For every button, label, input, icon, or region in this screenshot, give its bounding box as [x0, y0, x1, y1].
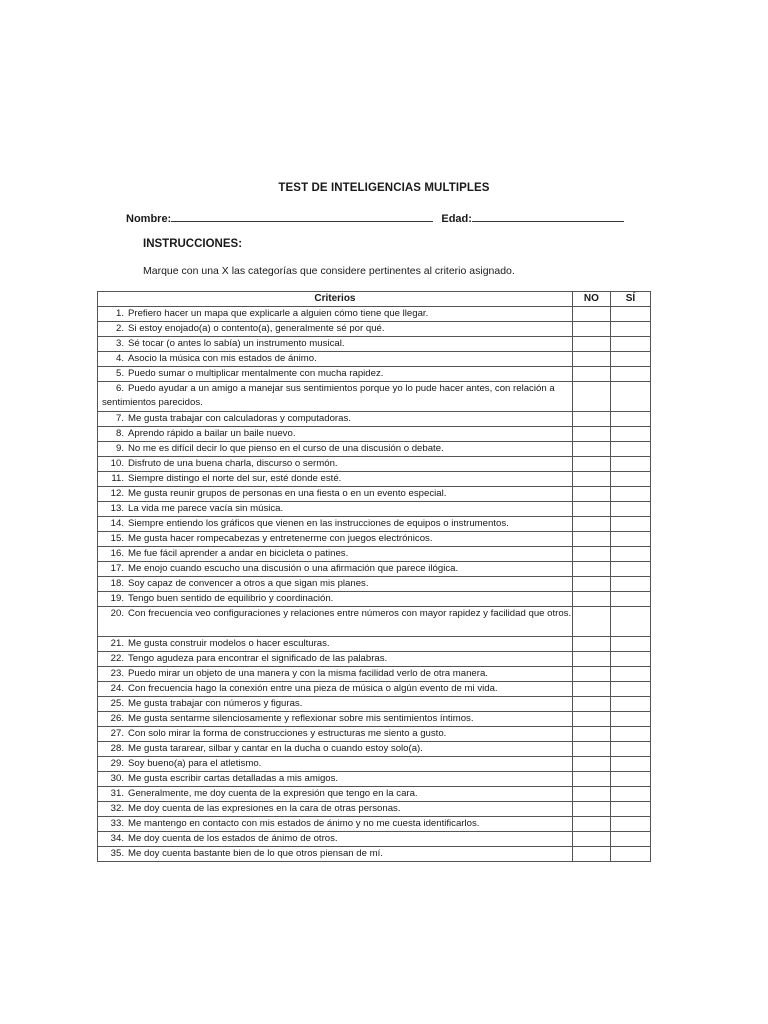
criterion-text: Me gusta hacer rompecabezas y entretenerme con juegos electrónicos. [128, 533, 433, 544]
answer-yes-cell[interactable] [610, 352, 650, 367]
answer-no-cell[interactable] [572, 802, 610, 817]
answer-yes-cell[interactable] [610, 412, 650, 427]
criterion-text: La vida me parece vacía sin música. [128, 503, 284, 514]
answer-no-cell[interactable] [572, 847, 610, 862]
criterion-text: Siempre entiendo los gráficos que vienen en las instrucciones de equipos o instrumentos. [128, 518, 509, 529]
table-row [98, 427, 651, 442]
criterion-cell [98, 412, 573, 427]
criterion-cell [98, 772, 573, 787]
criterion-text: Prefiero hacer un mapa que explicarle a alguien cómo tiene que llegar. [128, 308, 429, 319]
criterion-number: 20. [110, 608, 124, 619]
answer-yes-cell[interactable] [610, 772, 650, 787]
criterion-text: Con solo mirar la forma de construcciones y estructuras me siento a gusto. [128, 728, 447, 739]
criterion-text: Con frecuencia hago la conexión entre una pieza de música o algún evento de mi vida. [128, 683, 498, 694]
instructions-text: Marque con una X las categorías que considere pertinentes al criterio asignado. [143, 265, 515, 277]
answer-no-cell[interactable] [572, 412, 610, 427]
answer-yes-cell[interactable] [610, 472, 650, 487]
table-row [98, 457, 651, 472]
answer-yes-cell[interactable] [610, 682, 650, 697]
answer-no-cell[interactable] [572, 772, 610, 787]
answer-no-cell[interactable] [572, 592, 610, 607]
criterion-text: No me es difícil decir lo que pienso en el curso de una discusión o debate. [128, 443, 444, 454]
table-row [98, 322, 651, 337]
answer-yes-cell[interactable] [610, 382, 650, 412]
criterion-cell [98, 592, 573, 607]
criterion-number: 5. [115, 368, 124, 379]
criterion-cell [98, 487, 573, 502]
criterion-cell [98, 832, 573, 847]
table-row [98, 517, 651, 532]
criterion-cell [98, 307, 573, 322]
criterion-number: 10. [110, 458, 124, 469]
document-title: TEST DE INTELIGENCIAS MULTIPLES [278, 182, 490, 194]
table-row [98, 727, 651, 742]
table-row [98, 712, 651, 727]
table-row [98, 337, 651, 352]
answer-yes-cell[interactable] [610, 637, 650, 652]
criterion-cell [98, 757, 573, 772]
table-row [98, 547, 651, 562]
criterion-cell [98, 697, 573, 712]
criterion-cell [98, 802, 573, 817]
answer-yes-cell[interactable] [610, 832, 650, 847]
criterion-text: Me fue fácil aprender a andar en bicicleta o patines. [128, 548, 349, 559]
answer-no-cell[interactable] [572, 637, 610, 652]
criterion-cell [98, 532, 573, 547]
table-row [98, 472, 651, 487]
criterion-number: 28. [110, 743, 124, 754]
answer-yes-cell[interactable] [610, 337, 650, 352]
criterion-cell [98, 577, 573, 592]
criterion-cell [98, 607, 573, 637]
criterion-text: Me gusta trabajar con calculadoras y computadoras. [128, 413, 351, 424]
answer-no-cell[interactable] [572, 532, 610, 547]
answer-yes-cell[interactable] [610, 307, 650, 322]
answer-no-cell[interactable] [572, 337, 610, 352]
answer-yes-cell[interactable] [610, 727, 650, 742]
answer-no-cell[interactable] [572, 832, 610, 847]
criterion-text: Me mantengo en contacto con mis estados de ánimo y no me cuesta identificarlos. [128, 818, 480, 829]
instructions-heading: INSTRUCCIONES: [143, 238, 243, 250]
answer-yes-cell[interactable] [610, 547, 650, 562]
table-row [98, 352, 651, 367]
criterion-text: Si estoy enojado(a) o contento(a), generalmente sé por qué. [128, 323, 385, 334]
table-row [98, 367, 651, 382]
criteria-header: Criterios [98, 292, 573, 307]
criterion-number: 3. [115, 338, 124, 349]
criterion-number: 16. [110, 548, 124, 559]
table-row [98, 442, 651, 457]
criterion-number: 32. [110, 803, 124, 814]
criterion-cell [98, 352, 573, 367]
criteria-body [98, 307, 651, 862]
answer-yes-cell[interactable] [610, 712, 650, 727]
answer-no-cell[interactable] [572, 322, 610, 337]
answer-yes-cell[interactable] [610, 757, 650, 772]
criterion-cell [98, 502, 573, 517]
criterion-number: 26. [110, 713, 124, 724]
criterion-number: 19. [110, 593, 124, 604]
table-row [98, 757, 651, 772]
criterion-text: Me enojo cuando escucho una discusión o una afirmación que parece ilógica. [128, 563, 459, 574]
table-row [98, 682, 651, 697]
answer-yes-cell[interactable] [610, 502, 650, 517]
answer-no-cell[interactable] [572, 562, 610, 577]
criterion-text: Me gusta tararear, silbar y cantar en la ducha o cuando estoy solo(a). [128, 743, 423, 754]
criterion-cell [98, 427, 573, 442]
table-row [98, 832, 651, 847]
name-field[interactable] [171, 211, 433, 222]
criterion-cell [98, 472, 573, 487]
criterion-number: 22. [110, 653, 124, 664]
answer-no-cell[interactable] [572, 727, 610, 742]
criterion-text: Me gusta reunir grupos de personas en una fiesta o en un evento especial. [128, 488, 447, 499]
criterion-text: Puedo mirar un objeto de una manera y con la misma facilidad verlo de otra manera. [128, 668, 488, 679]
answer-no-cell[interactable] [572, 487, 610, 502]
age-label: Edad: [441, 213, 472, 225]
criterion-text: Disfruto de una buena charla, discurso o sermón. [128, 458, 338, 469]
criterion-cell [98, 442, 573, 457]
answer-yes-cell[interactable] [610, 322, 650, 337]
criterion-text: Me gusta sentarme silenciosamente y reflexionar sobre mis sentimientos íntimos. [128, 713, 474, 724]
criterion-text: Tengo buen sentido de equilibrio y coordinación. [128, 593, 334, 604]
answer-yes-cell[interactable] [610, 457, 650, 472]
answer-no-cell[interactable] [572, 682, 610, 697]
criterion-text: Puedo sumar o multiplicar mentalmente con mucha rapidez. [128, 368, 384, 379]
criterion-text: Sé tocar (o antes lo sabía) un instrumento musical. [128, 338, 345, 349]
criterion-number: 13. [110, 503, 124, 514]
answer-no-cell[interactable] [572, 307, 610, 322]
criterion-cell [98, 712, 573, 727]
criterion-number: 21. [110, 638, 124, 649]
answer-no-cell[interactable] [572, 607, 610, 637]
answer-yes-cell[interactable] [610, 442, 650, 457]
answer-no-cell[interactable] [572, 382, 610, 412]
answer-yes-cell[interactable] [610, 532, 650, 547]
answer-no-cell[interactable] [572, 697, 610, 712]
criterion-text: Tengo agudeza para encontrar el significado de las palabras. [128, 653, 388, 664]
criterion-text: Asocio la música con mis estados de ánimo. [128, 353, 317, 364]
answer-yes-cell[interactable] [610, 787, 650, 802]
criteria-table [97, 291, 651, 862]
answer-yes-cell[interactable] [610, 697, 650, 712]
no-header: NO [572, 292, 610, 307]
answer-no-cell[interactable] [572, 502, 610, 517]
criterion-text: Me doy cuenta de las expresiones en la cara de otras personas. [128, 803, 401, 814]
criterion-cell [98, 562, 573, 577]
answer-no-cell[interactable] [572, 367, 610, 382]
criterion-text: Siempre distingo el norte del sur, esté donde esté. [128, 473, 342, 484]
answer-no-cell[interactable] [572, 742, 610, 757]
criterion-number: 12. [110, 488, 124, 499]
criterion-cell [98, 817, 573, 832]
criterion-number: 4. [115, 353, 124, 364]
criterion-cell [98, 337, 573, 352]
table-row [98, 652, 651, 667]
criterion-cell [98, 787, 573, 802]
table-row [98, 532, 651, 547]
table-row [98, 802, 651, 817]
table-row [98, 382, 651, 412]
table-header-row [98, 292, 651, 307]
table-row [98, 502, 651, 517]
criterion-cell [98, 517, 573, 532]
criterion-text: Soy capaz de convencer a otros a que sigan mis planes. [128, 578, 369, 589]
criterion-text: Aprendo rápido a bailar un baile nuevo. [128, 428, 296, 439]
answer-yes-cell[interactable] [610, 487, 650, 502]
criterion-number: 27. [110, 728, 124, 739]
criterion-cell [98, 322, 573, 337]
criterion-cell [98, 457, 573, 472]
criterion-number: 23. [110, 668, 124, 679]
age-field[interactable] [472, 211, 624, 222]
table-row [98, 742, 651, 757]
criterion-text: Me gusta construir modelos o hacer esculturas. [128, 638, 330, 649]
criterion-text: Con frecuencia veo configuraciones y relaciones entre números con mayor rapidez y facilidad que otros. [128, 608, 572, 619]
table-row [98, 697, 651, 712]
criterion-number: 17. [110, 563, 124, 574]
answer-yes-cell[interactable] [610, 427, 650, 442]
answer-yes-cell[interactable] [610, 517, 650, 532]
name-age-row [126, 211, 624, 225]
criterion-cell [98, 637, 573, 652]
criterion-number: 9. [115, 443, 124, 454]
answer-no-cell[interactable] [572, 442, 610, 457]
criterion-number: 2. [115, 323, 124, 334]
criterion-text: Me gusta trabajar con números y figuras. [128, 698, 303, 709]
answer-no-cell[interactable] [572, 457, 610, 472]
criterion-text: Me doy cuenta de los estados de ánimo de otros. [128, 833, 338, 844]
criterion-cell [98, 367, 573, 382]
answer-yes-cell[interactable] [610, 667, 650, 682]
table-row [98, 412, 651, 427]
answer-no-cell[interactable] [572, 757, 610, 772]
criterion-text: Puedo ayudar a un amigo a manejar sus sentimientos porque yo lo pude hacer antes, con relación a sentimientos parecidos. [102, 383, 555, 408]
answer-no-cell[interactable] [572, 667, 610, 682]
criterion-text: Soy bueno(a) para el atletismo. [128, 758, 262, 769]
criterion-number: 30. [110, 773, 124, 784]
answer-no-cell[interactable] [572, 577, 610, 592]
answer-yes-cell[interactable] [610, 592, 650, 607]
criterion-number: 33. [110, 818, 124, 829]
criterion-cell [98, 382, 573, 412]
criterion-number: 7. [115, 413, 124, 424]
answer-no-cell[interactable] [572, 352, 610, 367]
answer-yes-cell[interactable] [610, 742, 650, 757]
criterion-number: 8. [115, 428, 124, 439]
criterion-text: Me gusta escribir cartas detalladas a mis amigos. [128, 773, 339, 784]
criterion-text: Me doy cuenta bastante bien de lo que otros piensan de mí. [128, 848, 383, 859]
table-row [98, 847, 651, 862]
table-row [98, 637, 651, 652]
answer-yes-cell[interactable] [610, 802, 650, 817]
answer-yes-cell[interactable] [610, 847, 650, 862]
criterion-number: 6. [115, 383, 124, 394]
answer-yes-cell[interactable] [610, 577, 650, 592]
criterion-number: 35. [110, 848, 124, 859]
table-row [98, 307, 651, 322]
criterion-number: 14. [110, 518, 124, 529]
table-row [98, 817, 651, 832]
criterion-text: Generalmente, me doy cuenta de la expresión que tengo en la cara. [128, 788, 418, 799]
answer-no-cell[interactable] [572, 817, 610, 832]
yes-header: SÍ [610, 292, 650, 307]
criterion-number: 34. [110, 833, 124, 844]
criterion-number: 15. [110, 533, 124, 544]
table-row [98, 577, 651, 592]
answer-yes-cell[interactable] [610, 607, 650, 637]
answer-yes-cell[interactable] [610, 817, 650, 832]
answer-no-cell[interactable] [572, 712, 610, 727]
answer-no-cell[interactable] [572, 787, 610, 802]
criterion-number: 29. [110, 758, 124, 769]
table-row [98, 607, 651, 637]
criterion-cell [98, 727, 573, 742]
answer-no-cell[interactable] [572, 472, 610, 487]
criterion-cell [98, 547, 573, 562]
criterion-cell [98, 682, 573, 697]
answer-no-cell[interactable] [572, 517, 610, 532]
answer-no-cell[interactable] [572, 547, 610, 562]
table-row [98, 667, 651, 682]
name-label: Nombre: [126, 213, 172, 225]
criterion-number: 25. [110, 698, 124, 709]
table-row [98, 487, 651, 502]
answer-no-cell[interactable] [572, 652, 610, 667]
criterion-cell [98, 847, 573, 862]
criterion-number: 1. [115, 308, 124, 319]
criterion-cell [98, 667, 573, 682]
answer-no-cell[interactable] [572, 427, 610, 442]
answer-yes-cell[interactable] [610, 367, 650, 382]
table-row [98, 592, 651, 607]
criterion-number: 24. [110, 683, 124, 694]
answer-yes-cell[interactable] [610, 562, 650, 577]
criterion-number: 18. [110, 578, 124, 589]
table-row [98, 562, 651, 577]
answer-yes-cell[interactable] [610, 652, 650, 667]
criterion-cell [98, 742, 573, 757]
criterion-cell [98, 652, 573, 667]
criterion-number: 11. [111, 473, 124, 484]
table-row [98, 772, 651, 787]
criterion-number: 31. [110, 788, 124, 799]
table-row [98, 787, 651, 802]
